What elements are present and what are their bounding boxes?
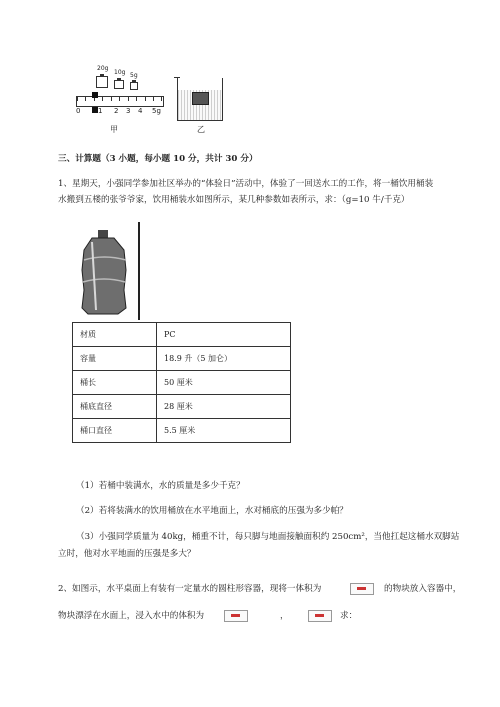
rider-top-icon — [92, 92, 98, 98]
q1-text-line2: 水搬到五楼的张爷爷家，饮用桶装水如图所示，某几种参数如表所示，求：（g=10 牛/千克） — [58, 195, 410, 205]
q1-text-line1: 1、星期天，小强同学参加社区举办的“体验日”活动中，体验了一回送水工的工作，将一桶饮用桶装 — [58, 179, 434, 189]
weight-20g-icon — [96, 76, 108, 88]
ruler-number: 1 — [98, 107, 103, 115]
table-cell-value: 18.9 升（5 加仑） — [157, 347, 291, 371]
ruler-number: 0 — [76, 107, 81, 115]
table-cell-value: 5.5 厘米 — [157, 419, 291, 443]
caption-yi: 乙 — [197, 125, 205, 134]
table-cell-name: 材质 — [73, 323, 157, 347]
table-cell-name: 桶底直径 — [73, 395, 157, 419]
submerged-block-icon — [192, 92, 209, 105]
water-bottle-icon — [78, 230, 130, 316]
weight-label-5g: 5g — [130, 72, 138, 79]
balance-ruler — [76, 96, 164, 107]
table-row — [73, 323, 291, 347]
q1-subquestion-3-line2: 立时，他对水平地面的压强是多大？ — [58, 549, 196, 559]
weight-label-10g: 10g — [114, 69, 126, 76]
ruler-number: 5g — [152, 107, 161, 115]
table-cell-value: 28 厘米 — [157, 395, 291, 419]
q2-text-line1a: 2、如图示，水平桌面上有装有一定量水的圆柱形容器，现将一体积为 — [58, 584, 322, 594]
table-cell-name: 容量 — [73, 347, 157, 371]
weight-10g-icon — [114, 80, 124, 89]
table-row — [73, 395, 291, 419]
q1-subquestion-2: （2）若将装满水的饮用桶放在水平地面上，水对桶底的压强为多少帕？ — [76, 506, 348, 516]
submerged-volume-formula-image — [224, 610, 248, 622]
section-heading: 三、计算题（3 小题，每小题 10 分，共计 30 分） — [58, 154, 258, 164]
table-row — [73, 419, 291, 443]
q2-text-line2b: ， — [280, 611, 289, 621]
ruler-numbers — [76, 107, 166, 117]
q1-subquestion-1: （1）若桶中装满水，水的质量是多少千克？ — [76, 481, 245, 491]
weight-5g-icon — [130, 82, 138, 90]
ruler-number: 4 — [138, 107, 143, 115]
density-formula-image — [308, 610, 332, 622]
table-row — [73, 347, 291, 371]
table-cell-value: PC — [157, 323, 291, 347]
q2-text-line1b: 的物块放入容器中， — [384, 584, 462, 594]
table-cell-name: 桶口直径 — [73, 419, 157, 443]
q2-text-line2a: 物块漂浮在水面上，浸入水中的体积为 — [58, 611, 205, 621]
table-cell-name: 桶长 — [73, 371, 157, 395]
parameter-table — [72, 322, 291, 443]
weight-label-20g: 20g — [97, 65, 109, 72]
caption-jia: 甲 — [110, 125, 118, 134]
volume-formula-image — [350, 583, 374, 595]
ruler-number: 3 — [126, 107, 131, 115]
beaker-icon — [177, 78, 223, 121]
q2-text-line2c: 求： — [340, 611, 358, 621]
ruler-number: 2 — [114, 107, 119, 115]
q1-subquestion-3-line1: （3）小强同学质量为 40kg，桶重不计，每只脚与地面接触面积约 250cm²，当他扛起这桶水双脚站 — [76, 532, 460, 542]
table-row — [73, 371, 291, 395]
water-bottle-photo — [72, 222, 140, 320]
table-cell-value: 50 厘米 — [157, 371, 291, 395]
